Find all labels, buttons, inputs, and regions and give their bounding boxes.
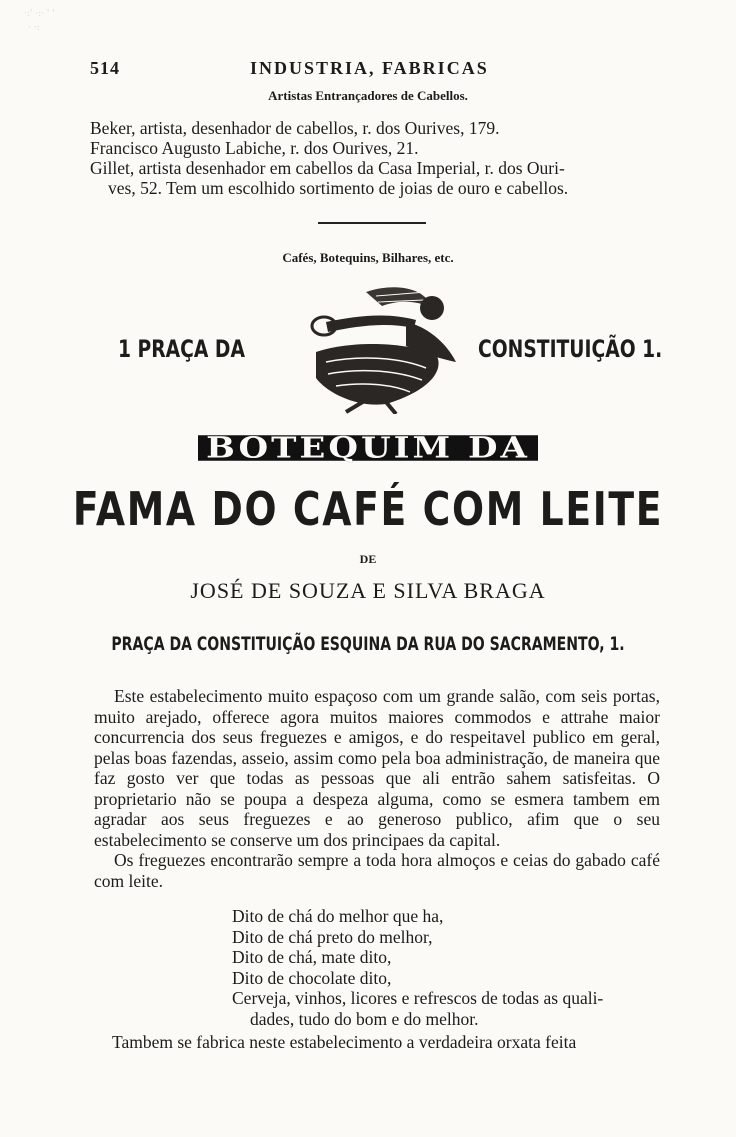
page-stain: [24, 4, 124, 44]
list-item: Dito de chá preto do melhor,: [232, 926, 433, 947]
list-item: Dito de chocolate dito,: [232, 967, 392, 988]
advert-body: [94, 686, 660, 891]
list-item: Dito de chá do melhor que ha,: [232, 906, 444, 926]
establishment-name: FAMA DO CAFÉ COM LEITE: [72, 482, 664, 536]
list-item: Dito de chá, mate dito,: [232, 947, 392, 967]
angel-trumpet-illustration: [306, 282, 476, 414]
page-number: 514: [90, 58, 120, 78]
entry-gillet: Gillet, artista desenhador em cabellos da Casa Imperial, r. dos Ouri-: [90, 158, 565, 178]
advert-paragraph-2: Os freguezes encontrarão sempre a toda hora almoços e ceias do gabado café com leite.: [94, 850, 660, 891]
section-title-cafes: Cafés, Botequins, Bilhares, etc.: [282, 250, 454, 265]
running-title: INDUSTRIA, FABRICAS: [250, 58, 489, 78]
advert-heading-text: BOTEQUIM DA: [198, 435, 538, 461]
list-item: dades, tudo do bom e do melhor.: [250, 1008, 479, 1029]
banner-left: 1 PRAÇA DA: [118, 335, 245, 363]
establishment-address: PRAÇA DA CONSTITUIÇÃO ESQUINA DA RUA DO SACRAMENTO, 1.: [111, 633, 625, 655]
de-label: DE: [359, 552, 377, 566]
page-header: [90, 58, 660, 82]
entry-labiche: Francisco Augusto Labiche, r. dos Ourives, 21.: [90, 138, 419, 158]
advert-heading: [0, 428, 736, 468]
section-divider: [318, 222, 426, 224]
closing-line: Tambem se fabrica neste estabelecimento a verdadeira orxata feita: [112, 1032, 577, 1052]
list-item: Cerveja, vinhos, licores e refrescos de todas as quali-: [232, 988, 604, 1008]
section-title-hair-artists: Artistas Entrançadores de Cabellos.: [268, 88, 468, 103]
owner-name: JOSÉ DE SOUZA E SILVA BRAGA: [190, 578, 546, 603]
entry-beker: Beker, artista, desenhador de cabellos, r. dos Ourives, 179.: [90, 118, 500, 138]
banner-right: CONSTITUIÇÃO 1.: [478, 335, 663, 363]
svg-text:·:' ·:· ' ': ·:' ·:· ' ': [24, 9, 55, 19]
svg-text:· ·:: · ·:: [28, 23, 40, 33]
entry-gillet-cont-text: ves, 52. Tem um escolhido sortimento de joias de ouro e cabellos.: [108, 178, 569, 198]
menu-list: [232, 906, 662, 1029]
entry-gillet-cont: [90, 178, 660, 198]
advert-paragraph-1: Este estabelecimento muito espaçoso com um grande salão, com seis portas, muito arejado, offerece agora muitos maiores commodos e attrahe maior concurrencia dos seus freguezes e amigos, e do respeitavel publico em geral, pelas boas fazendas, asseio, assim como pela boa administração, de maneira que faz gosto ver que todas as pessoas que ali entrão sahem satisfeitas. O proprietario não se poupa a despeza alguma, como se esmera tambem em agradar aos seus freguezes e ao generoso publico, afim que o seu estabelecimento se conserve um dos principaes da capital.: [94, 686, 660, 850]
